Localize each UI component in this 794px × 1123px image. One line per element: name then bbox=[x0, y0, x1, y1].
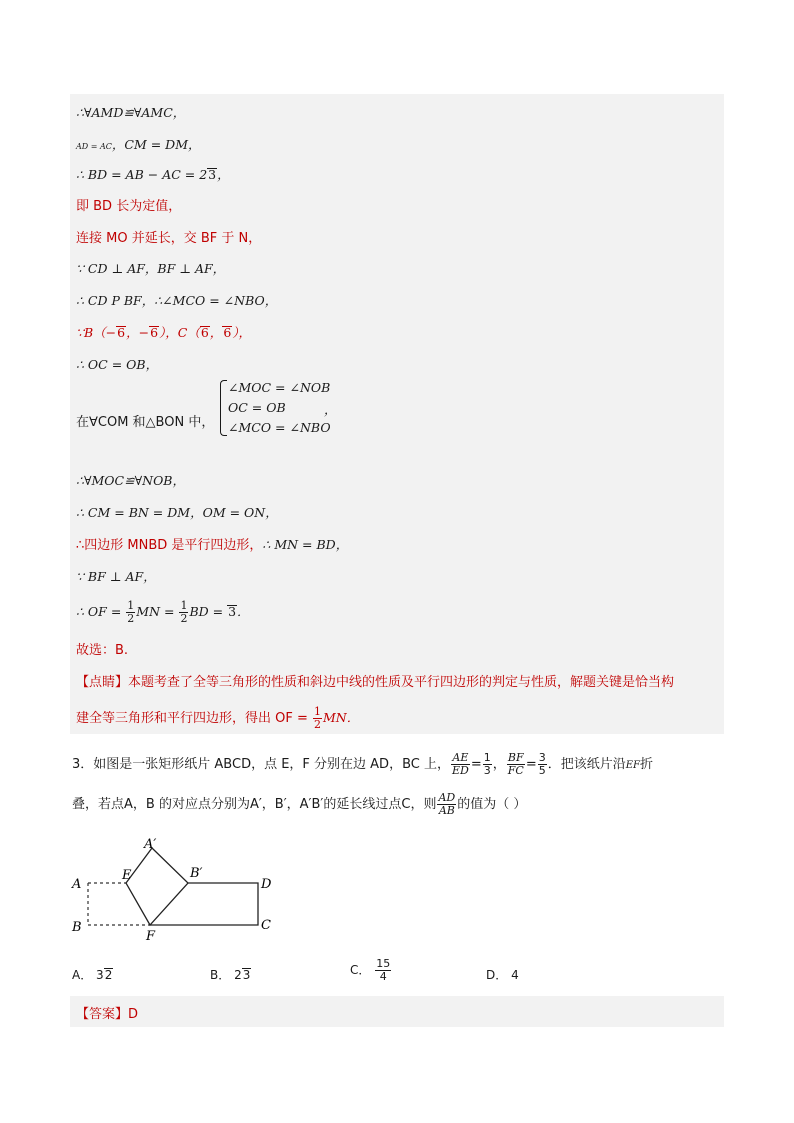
label-e: E bbox=[122, 868, 132, 883]
option-b[interactable]: B． 23 bbox=[210, 968, 251, 982]
label-b-prime: B′ bbox=[190, 866, 203, 881]
option-a[interactable]: A． 32 bbox=[72, 968, 113, 982]
sol-line-13: ∴四边形 MNBD 是平行四边形，∴ MN = BD， bbox=[76, 537, 349, 553]
label-a: A bbox=[72, 877, 82, 892]
answer-text: 【答案】D bbox=[76, 1007, 139, 1022]
sol-line-10: 在∀COM 和△BON 中， bbox=[76, 415, 215, 430]
question-line-2: 叠，若点A，B 的对应点分别为A′，B′，A′B′的延长线过点C，则 $\frac{AD}{AB}$ 的值为（ ） bbox=[72, 791, 527, 817]
sol-line-7: ∴ CD P BF，∴∠MCO = ∠NBO， bbox=[76, 293, 278, 308]
sol-line-16: 故选：B. bbox=[76, 643, 129, 658]
sol-line-15: ∴ OF = $\frac{1}{2}$ MN = $\frac{1}{2}$ BD = 3． bbox=[76, 599, 250, 625]
sol-line-9: ∴ OC = OB， bbox=[76, 357, 159, 372]
sol-line-5: 连接 MO 并延长，交 BF 于 N， bbox=[76, 231, 262, 246]
label-d: D bbox=[261, 877, 272, 892]
sol-line-8: ∵B（−6，−6），C（6，6）， bbox=[76, 325, 252, 340]
sol-line-3: ∴ BD = AB − AC = 23， bbox=[76, 167, 230, 182]
solution-block: ∴∀AMD≌∀AMC， AD = AC，CM = DM， ∴ BD = AB − AC = 23， 即 BD 长为定值， 连接 MO 并延长，交 BF 于 N， ∵ CD ⊥ AF，BF ⊥ AF， ∴ CD P BF，∴∠MCO = ∠NBO， ∵B（−6，−6），C（6，6）， ∴ OC = OB， 在∀COM 和△BON 中， ∠MOC = ∠NOB OC = OB ∠MCO = ∠NBO ， ∴∀MOC≌∀NOB， ∴ CM = BN = DM，OM = ON， ∴四边形 MNBD 是平行四边形，∴ MN = BD， ∵ BF ⊥ AF， ∴ OF = $\frac{1}{2}$ MN = $\frac{1}{2}$ BD = 3． 故选：B. 【点睛】本题考查了全等三角形的性质和斜边中线的性质及平行四边形的判定与性质，解题关键是恰当构 建全等三角形和平行四边形，得出 OF = $\frac{1}{2}$ MN． bbox=[70, 94, 724, 734]
sol-line-11: ∴∀MOC≌∀NOB， bbox=[76, 473, 185, 488]
label-a-prime: A′ bbox=[144, 837, 157, 852]
sol-line-2: AD = AC，CM = DM， bbox=[76, 137, 201, 152]
sol-line-14: ∵ BF ⊥ AF， bbox=[76, 569, 156, 584]
answer-block bbox=[70, 996, 724, 1027]
label-c: C bbox=[261, 918, 271, 933]
sol-line-17: 【点睛】本题考查了全等三角形的性质和斜边中线的性质及平行四边形的判定与性质，解题关键是恰当构 bbox=[76, 675, 675, 690]
rectangle-edge bbox=[150, 883, 258, 925]
option-d[interactable]: D． 4 bbox=[486, 968, 519, 982]
sol-line-18: 建全等三角形和平行四边形，得出 OF = $\frac{1}{2}$ MN． bbox=[76, 705, 360, 731]
sol-line-1: ∴∀AMD≌∀AMC， bbox=[76, 105, 186, 120]
folded-rectangle-figure bbox=[60, 830, 290, 945]
question-line-1: 3．如图是一张矩形纸片 ABCD，点 E，F 分别在边 AD，BC 上， $\frac{AE}{ED}$ = $\frac{1}{3}$ ， $\frac{BF}{FC}$ = $\frac{3}{5}$ ．把该纸片沿EF折 bbox=[72, 751, 653, 777]
sol-line-6: ∵ CD ⊥ AF，BF ⊥ AF， bbox=[76, 261, 226, 276]
brace-icon bbox=[220, 380, 227, 436]
label-b: B bbox=[72, 920, 82, 935]
folded-quadrilateral bbox=[126, 848, 188, 925]
label-f: F bbox=[146, 929, 156, 944]
option-c[interactable]: C． $\frac{15}{4}$ bbox=[350, 957, 391, 983]
sol-line-12: ∴ CM = BN = DM，OM = ON， bbox=[76, 505, 278, 520]
sol-line-4: 即 BD 长为定值， bbox=[76, 199, 182, 214]
